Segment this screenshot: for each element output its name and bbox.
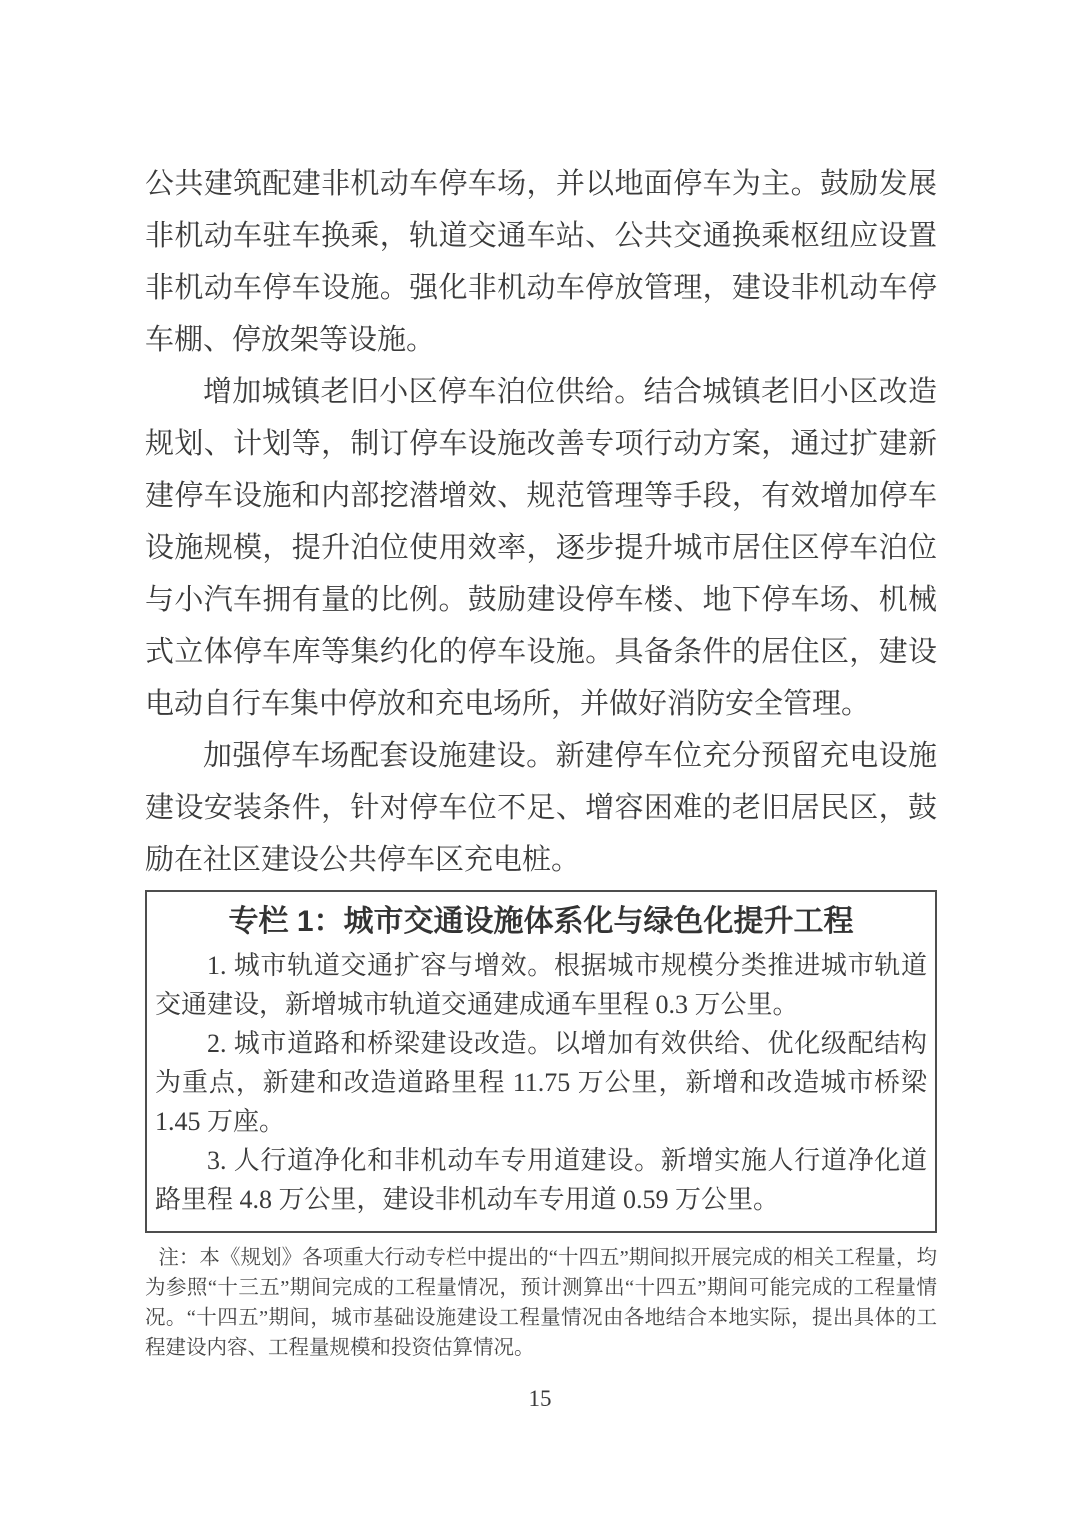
footnote: 注：本《规划》各项重大行动专栏中提出的“十四五”期间拟开展完成的相关工程量，均为参照“十三五”期间完成的工程量情况，预计测算出“十四五”期间可能完成的工程量情况。“十四五”期间，城市基础设施建设工程量情况由各地结合本地实际，提出具体的工程建设内容、工程量规模和投资估算情况。 xyxy=(145,1247,937,1359)
page-content xyxy=(145,158,937,1363)
body-paragraph-2: 增加城镇老旧小区停车泊位供给。结合城镇老旧小区改造规划、计划等，制订停车设施改善专项行动方案，通过扩建新建停车设施和内部挖潜增效、规范管理等手段，有效增加停车设施规模，提升泊位使用效率，逐步提升城市居住区停车泊位与小汽车拥有量的比例。鼓励建设停车楼、地下停车场、机械式立体停车库等集约化的停车设施。具备条件的居住区，建设电动自行车集中停放和充电场所，并做好消防安全管理。 xyxy=(145,376,937,720)
callout-item-3: 3. 人行道净化和非机动车专用道建设。新增实施人行道净化道路里程 4.8 万公里，建设非机动车专用道 0.59 万公里。 xyxy=(155,1146,927,1214)
callout-title: 专栏 1：城市交通设施体系化与绿色化提升工程 xyxy=(228,905,854,938)
callout-item-1: 1. 城市轨道交通扩容与增效。根据城市规模分类推进城市轨道交通建设，新增城市轨道交通建成通车里程 0.3 万公里。 xyxy=(155,951,927,1019)
page-number: 15 xyxy=(528,1386,552,1411)
callout-item-2: 2. 城市道路和桥梁建设改造。以增加有效供给、优化级配结构为重点，新建和改造道路里程 11.75 万公里，新增和改造城市桥梁 1.45 万座。 xyxy=(155,1029,927,1136)
callout-box xyxy=(145,890,937,1233)
body-paragraph-1: 公共建筑配建非机动车停车场，并以地面停车为主。鼓励发展非机动车驻车换乘，轨道交通车站、公共交通换乘枢纽应设置非机动车停车设施。强化非机动车停放管理，建设非机动车停车棚、停放架等设施。 xyxy=(145,168,937,356)
body-paragraph-3: 加强停车场配套设施建设。新建停车位充分预留充电设施建设安装条件，针对停车位不足、增容困难的老旧居民区，鼓励在社区建设公共停车区充电桩。 xyxy=(145,740,937,876)
